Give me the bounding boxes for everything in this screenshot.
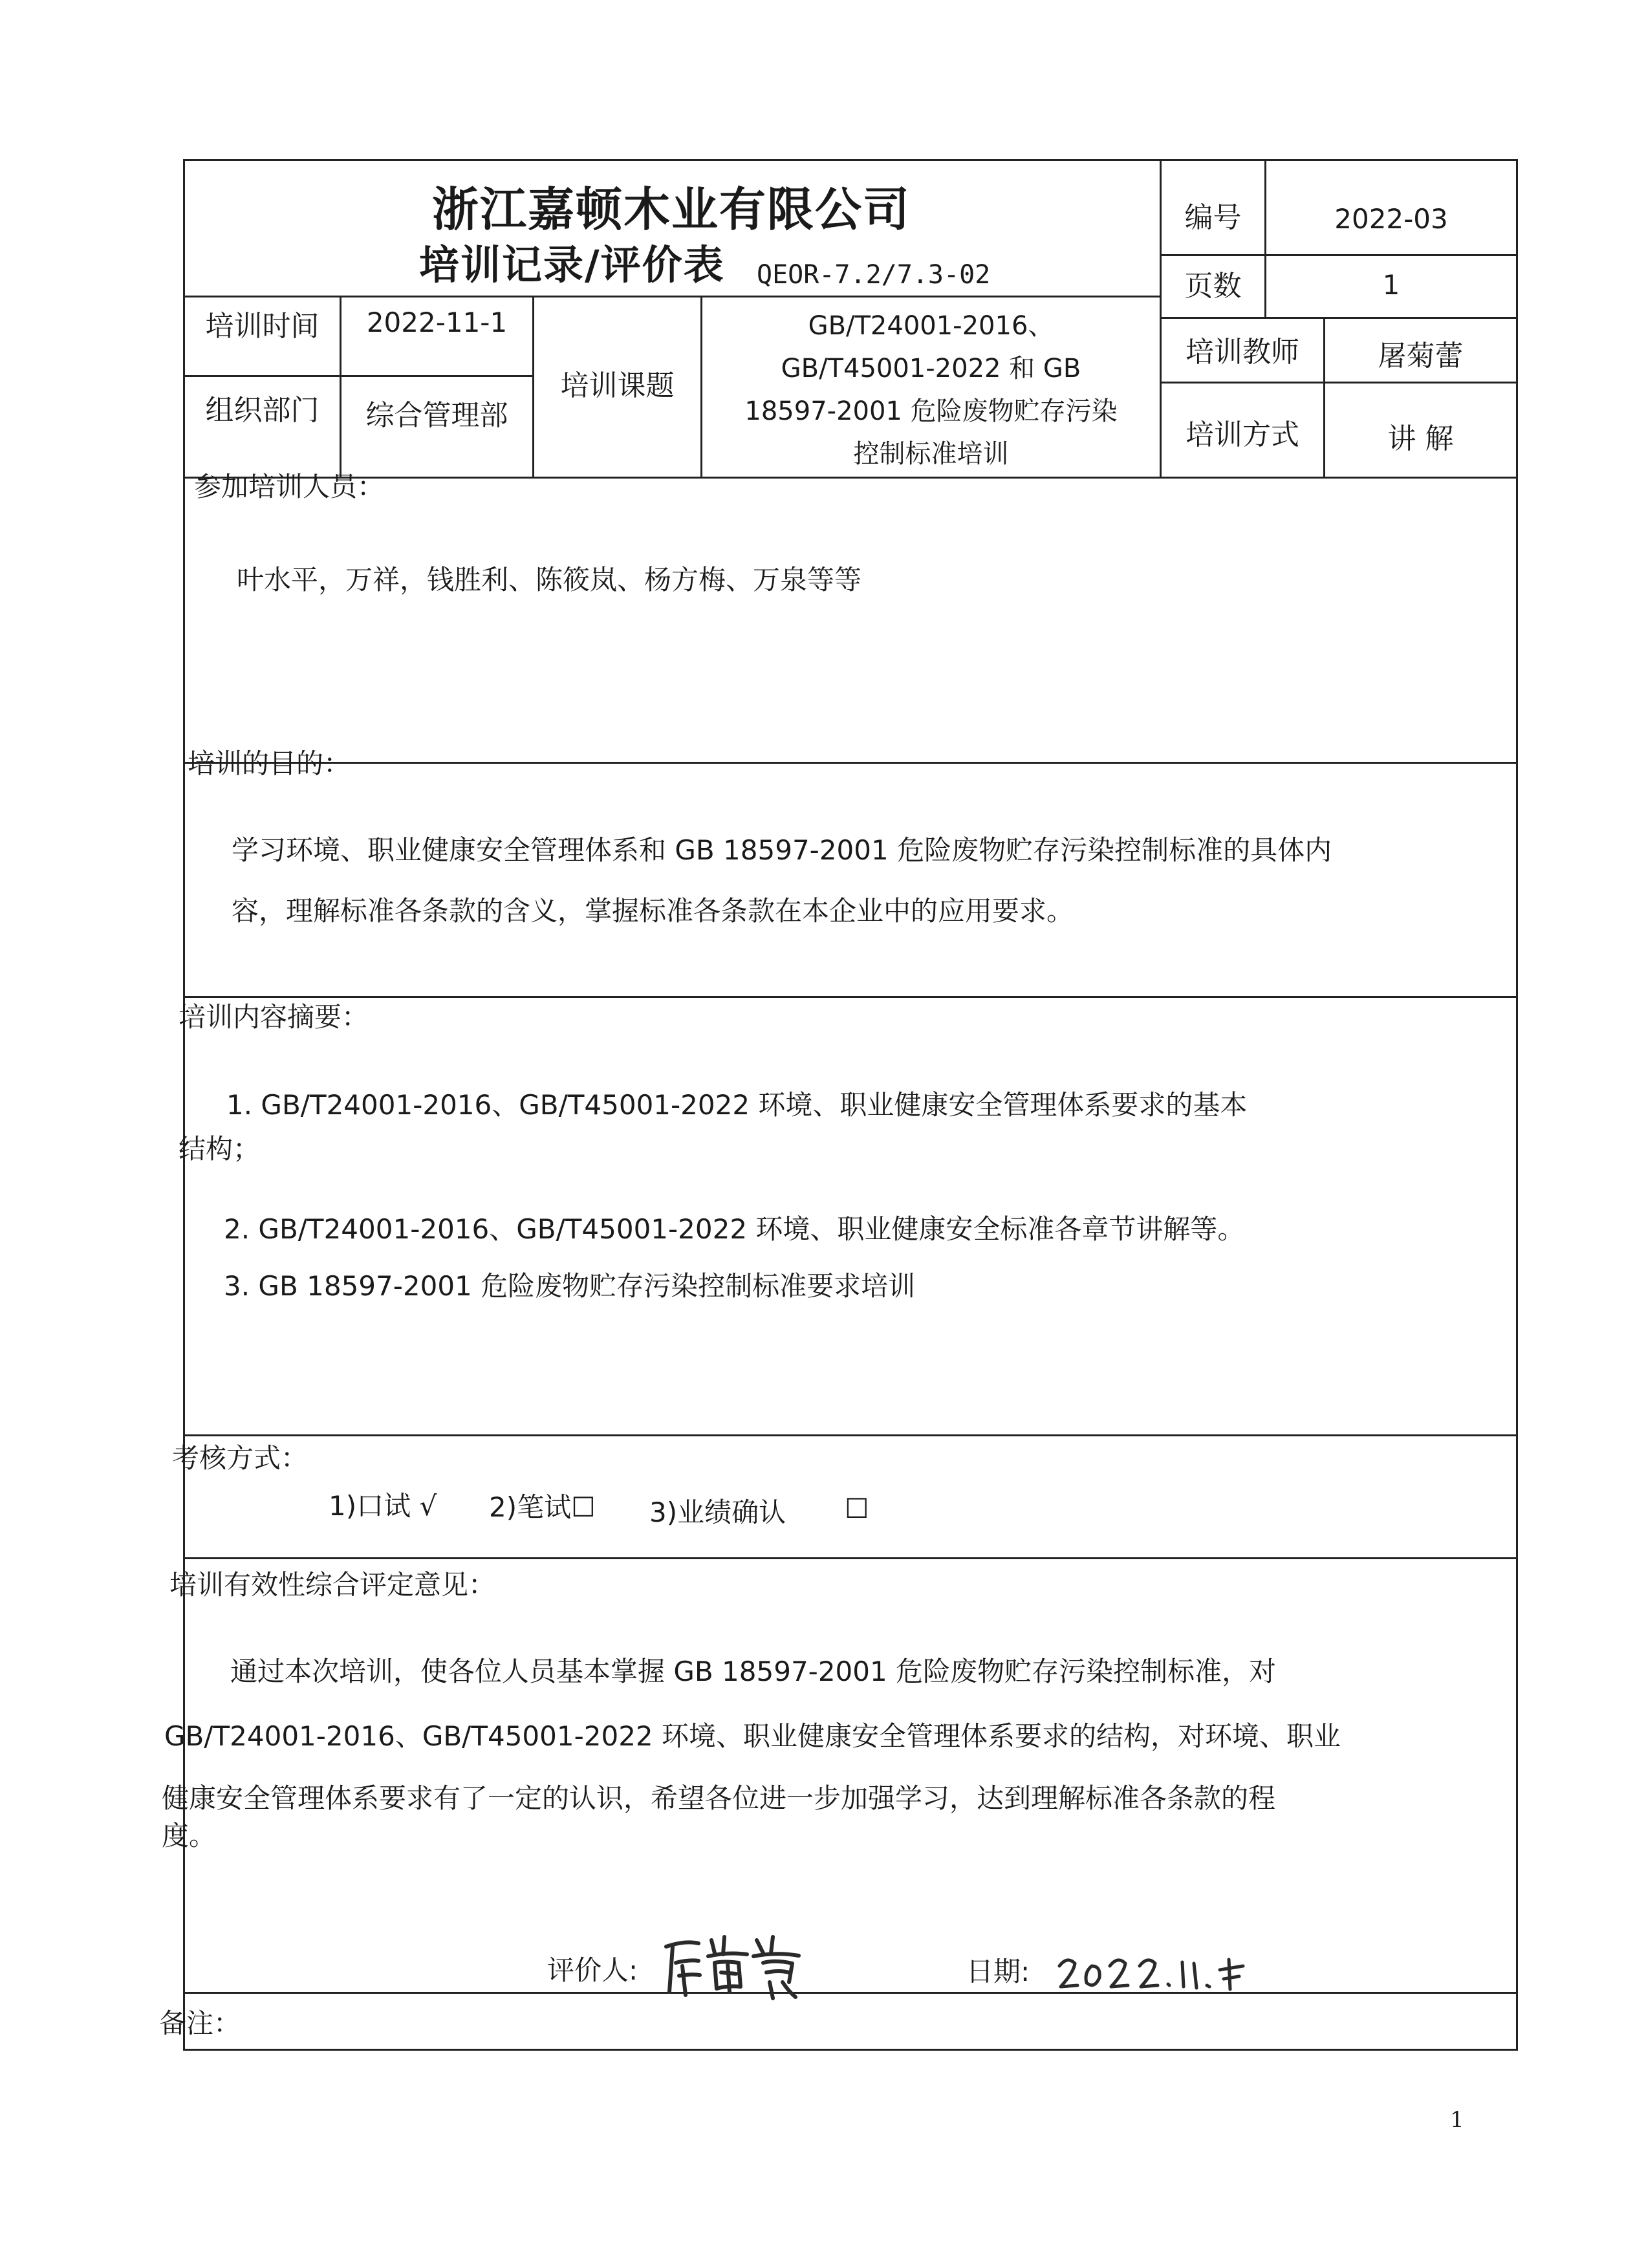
topic-line-4: 控制标准培训 (853, 439, 1009, 469)
assessment-bottom (183, 1557, 1518, 1559)
page-number: 1 (1450, 2107, 1464, 2133)
evaluation-bottom (183, 1992, 1518, 1994)
assessment-oral: 1)口试 √ (329, 1490, 437, 1522)
teacher-value: 屠菊蕾 (1378, 340, 1464, 373)
participants-list: 叶水平，万祥，钱胜利、陈筱岚、杨方梅、万泉等等 (237, 564, 862, 596)
table-right-border (1516, 159, 1518, 2051)
purpose-label: 培训的目的： (188, 748, 351, 779)
method-label: 培训方式 (1186, 418, 1299, 451)
topic-label: 培训课题 (560, 369, 675, 402)
number-label: 编号 (1184, 201, 1242, 234)
participants-bottom (183, 762, 1518, 764)
evaluator-label: 评价人: (547, 1954, 638, 1986)
table-left-border (183, 159, 185, 2051)
evaluation-line-3: 健康安全管理体系要求有了一定的认识，希望各位进一步加强学习，达到理解标准各条款的程 (162, 1782, 1276, 1814)
evaluation-line-2: GB/T24001-2016、GB/T45001-2022 环境、职业健康安全管理体系要求的结构，对环境、职业 (164, 1720, 1341, 1752)
topic-line-1: GB/T24001-2016、 (808, 311, 1054, 341)
date-label: 日期: (966, 1956, 1030, 1987)
content-label: 培训内容摘要： (179, 1001, 369, 1033)
number-row-line (1160, 254, 1518, 256)
assessment-performance-checkbox: ☐ (845, 1493, 869, 1524)
purpose-bottom (183, 996, 1518, 998)
company-name: 浙江嘉顿木业有限公司 (431, 182, 911, 237)
date-handwritten (1054, 1947, 1261, 1998)
evaluation-line-1: 通过本次培训，使各位人员基本掌握 GB 18597-2001 危险废物贮存污染控制标准，对 (230, 1656, 1277, 1687)
organizer-label: 组织部门 (205, 394, 319, 427)
teacher-label: 培训教师 (1186, 336, 1299, 369)
content-item-1: 1. GB/T24001-2016、GB/T45001-2022 环境、职业健康安全管理体系要求的基本 (226, 1089, 1248, 1121)
purpose-line-1: 学习环境、职业健康安全管理体系和 GB 18597-2001 危险废物贮存污染控制标准的具体内 (232, 834, 1332, 866)
organizer-value: 综合管理部 (365, 399, 508, 432)
assessment-written: 2)笔试☐ (489, 1491, 596, 1523)
form-code: QEOR-7.2/7.3-02 (757, 260, 991, 290)
assessment-performance: 3)业绩确认 (649, 1496, 786, 1528)
number-value: 2022-03 (1334, 203, 1448, 235)
method-value: 讲 解 (1387, 422, 1454, 455)
content-item-3: 3. GB 18597-2001 危险废物贮存污染控制标准要求培训 (224, 1270, 916, 1302)
training-time-value: 2022-11-1 (366, 307, 508, 338)
form-title: 培训记录/评价表 (419, 241, 725, 288)
info-row-right (1160, 382, 1518, 383)
purpose-line-2: 容，理解标准各条款的含义，掌握标准各条款在本企业中的应用要求。 (232, 895, 1074, 927)
header-bottom-right (1160, 317, 1518, 319)
table-bottom-border (183, 2049, 1518, 2051)
info-row-left (183, 375, 534, 377)
participants-label: 参加培训人员： (194, 471, 385, 502)
pages-value: 1 (1382, 269, 1400, 301)
content-item-2: 2. GB/T24001-2016、GB/T45001-2022 环境、职业健康安全标准各章节讲解等。 (224, 1213, 1245, 1245)
evaluation-line-4: 度。 (162, 1820, 217, 1852)
content-item-1-cont: 结构； (179, 1133, 261, 1165)
evaluation-label: 培训有效性综合评定意见： (169, 1569, 496, 1601)
assessment-label: 考核方式： (172, 1442, 309, 1474)
topic-line-2: GB/T45001-2022 和 GB (781, 354, 1081, 383)
topic-line-3: 18597-2001 危险废物贮存污染 (744, 396, 1118, 426)
remarks-label: 备注： (159, 2007, 241, 2039)
pages-label: 页数 (1184, 270, 1242, 303)
content-bottom (183, 1434, 1518, 1436)
header-bottom-left (183, 296, 1162, 297)
training-time-label: 培训时间 (205, 310, 319, 343)
table-top-border (183, 159, 1518, 161)
evaluator-signature (660, 1927, 808, 2005)
